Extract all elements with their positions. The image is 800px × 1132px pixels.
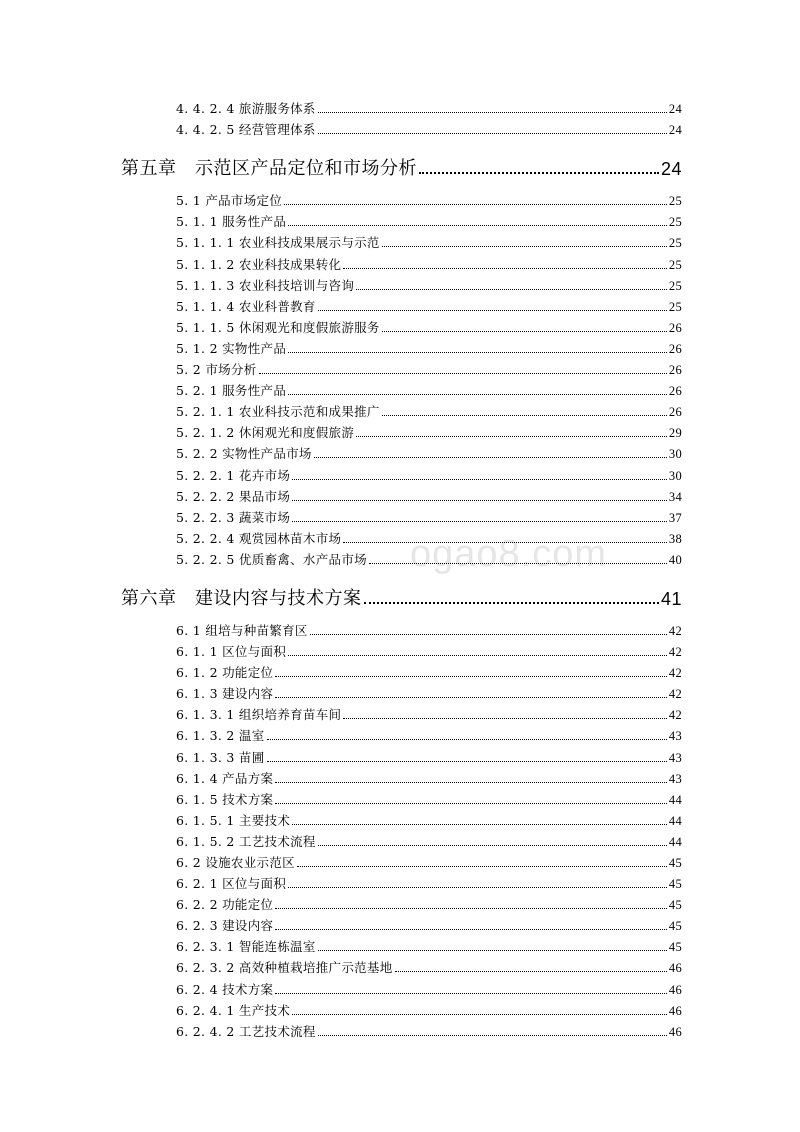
toc-entry[interactable] [0,526,682,547]
toc-page-number: 25 [668,299,682,314]
dot-leader [297,865,667,867]
toc-page-number: 42 [668,708,682,723]
dot-leader [288,351,667,353]
dot-leader [292,823,667,825]
toc-page-number: 24 [660,159,682,180]
toc-entry-title: 6. 2. 1 区位与面积 [176,876,287,892]
dot-leader [288,224,667,226]
toc-entry-title: 5. 2. 2. 3 蔬菜市场 [176,509,291,525]
toc-page-number: 37 [668,510,682,525]
toc-entry-title: 5. 2. 2. 1 花卉市场 [176,467,291,483]
toc-entry[interactable] [0,315,682,336]
dot-leader [292,478,667,480]
toc-entry[interactable] [0,723,682,744]
toc-entry[interactable] [0,378,682,399]
dot-leader [318,132,667,134]
toc-entry[interactable] [0,117,682,138]
toc-entry-title: 第六章 建设内容与技术方案 [121,587,362,609]
toc-page-number: 25 [668,257,682,272]
toc-entry-title: 6. 2. 4. 1 生产技术 [176,1002,291,1018]
dot-leader [288,654,667,656]
toc-entry-title: 5. 2. 2. 2 果品市场 [176,488,291,504]
dot-leader [292,499,667,501]
toc-page-number: 34 [668,489,682,504]
toc-entry-title: 5. 1. 1. 5 休闲观光和度假旅游服务 [176,319,380,335]
toc-page-number: 46 [668,1003,682,1018]
toc-page-number: 26 [668,341,682,356]
toc-page-number: 45 [668,940,682,955]
toc-page-number: 45 [668,898,682,913]
toc-entry-title: 6. 1. 4 产品方案 [176,770,274,786]
toc-page-number: 46 [668,961,682,976]
toc-entry-title: 6. 1. 3. 3 苗圃 [176,749,265,765]
toc-entry[interactable] [0,96,682,117]
toc-entry[interactable] [0,744,682,765]
toc-page-number: 42 [668,623,682,638]
toc-entry[interactable] [0,357,682,378]
toc-entry[interactable] [0,505,682,526]
toc-page-number: 41 [660,588,682,609]
toc-entry[interactable] [0,420,682,441]
toc-page-number: 42 [668,687,682,702]
toc-chapter-heading[interactable] [0,580,682,610]
toc-entry-title: 5. 2 市场分析 [176,362,257,378]
toc-page-number: 45 [668,919,682,934]
toc-entry[interactable] [0,976,682,997]
dot-leader [318,1034,667,1036]
toc-page-number: 25 [668,215,682,230]
toc-entry-title: 5. 2. 2 实物性产品市场 [176,446,312,462]
dot-leader [275,696,667,698]
toc-entry-title: 6. 2. 4. 2 工艺技术流程 [176,1023,316,1039]
toc-entry-title: 5. 2. 1. 2 休闲观光和度假旅游 [176,425,355,441]
toc-entry[interactable] [0,934,682,955]
dot-leader [395,970,667,972]
toc-entry-title: 6. 2 设施农业示范区 [176,855,295,870]
toc-entry[interactable] [0,251,682,272]
toc-entry[interactable] [0,230,682,251]
toc-entry-title: 6. 1. 3 建设内容 [176,686,274,702]
toc-page-number: 46 [668,982,682,997]
dot-leader [318,949,667,951]
toc-entry[interactable] [0,871,682,892]
toc-entry-title: 6. 2. 3. 1 智能连栋温室 [176,939,316,955]
toc-entry[interactable] [0,209,682,230]
toc-entry[interactable] [0,829,682,850]
dot-leader [267,760,667,762]
dot-leader [275,907,667,909]
toc-entry[interactable] [0,681,682,702]
toc-entry[interactable] [0,188,682,209]
toc-entry[interactable] [0,892,682,913]
dot-leader [284,203,667,205]
dot-leader [292,520,667,522]
toc-page-number: 45 [668,877,682,892]
dot-leader [288,393,667,395]
toc-page-number: 30 [668,468,682,483]
toc-entry[interactable] [0,913,682,934]
toc-entry[interactable] [0,1019,682,1040]
toc-entry-title: 4. 4. 2. 4 旅游服务体系 [176,101,316,117]
toc-page-number: 25 [668,194,682,209]
toc-page-number: 24 [668,123,682,138]
dot-leader [292,1013,667,1015]
dot-leader [314,456,667,458]
toc-page-number: 46 [668,1024,682,1039]
toc-entry-title: 6. 2. 3 建设内容 [176,918,274,934]
toc-page-number: 25 [668,278,682,293]
dot-leader [382,330,667,332]
toc-page-number: 40 [668,552,682,567]
toc-page-number: 30 [668,447,682,462]
toc-entry[interactable] [0,955,682,976]
toc-page-number: 26 [668,384,682,399]
toc-page-number: 26 [668,320,682,335]
table-of-contents [0,96,800,1040]
dot-leader [275,928,667,930]
toc-page-number: 25 [668,236,682,251]
toc-entry[interactable] [0,484,682,505]
toc-page-number: 45 [668,856,682,870]
toc-entry-title: 5. 1. 1. 2 农业科技成果转化 [176,256,342,272]
toc-page-number: 42 [668,666,682,681]
watermark: ogao8.com [410,533,608,575]
toc-entry[interactable] [0,808,682,829]
dot-leader [364,601,659,604]
dot-leader [267,738,667,740]
toc-entry-title: 6. 2. 4 技术方案 [176,981,274,997]
toc-entry-title: 6. 1 组培与种苗繁育区 [176,622,308,638]
toc-entry-title: 6. 1. 3. 2 温室 [176,728,265,744]
toc-entry-title: 6. 1. 1 区位与面积 [176,644,287,660]
toc-entry-title: 4. 4. 2. 5 经营管理体系 [176,122,316,138]
toc-page-number: 43 [668,729,682,744]
dot-leader [259,372,667,374]
dot-leader [288,886,667,888]
toc-entry[interactable] [0,702,682,723]
dot-leader [369,562,667,564]
toc-entry-title: 6. 1. 5 技术方案 [176,791,274,807]
toc-entry-title: 5. 2. 2. 4 观赏园林苗木市场 [176,530,342,546]
toc-page-number: 44 [668,834,682,849]
toc-entry[interactable] [0,294,682,315]
toc-entry-title: 5. 2. 1. 1 农业科技示范和成果推广 [176,404,380,420]
toc-entry-title: 6. 2. 2 功能定位 [176,897,274,913]
toc-page-number: 26 [668,363,682,378]
toc-entry[interactable] [0,660,682,681]
toc-page-number: 42 [668,645,682,660]
toc-page-number: 24 [668,102,682,117]
toc-entry-title: 6. 1. 3. 1 组织培养育苗车间 [176,707,342,723]
toc-page-number: 43 [668,771,682,786]
toc-entry[interactable] [0,273,682,294]
toc-page-number: 44 [668,813,682,828]
toc-entry[interactable] [0,850,682,871]
dot-leader [382,414,667,416]
toc-entry-title: 5. 2. 1 服务性产品 [176,383,287,399]
toc-entry[interactable] [0,462,682,483]
dot-leader [318,309,667,311]
dot-leader [318,844,667,846]
toc-entry-title: 5. 2. 2. 5 优质畜禽、水产品市场 [176,551,367,567]
dot-leader [275,781,667,783]
dot-leader [275,802,667,804]
toc-entry-title: 6. 1. 2 功能定位 [176,665,274,681]
toc-entry-title: 6. 1. 5. 2 工艺技术流程 [176,833,316,849]
dot-leader [275,675,667,677]
toc-chapter-heading[interactable] [0,150,682,180]
dot-leader [275,992,667,994]
dot-leader [343,267,667,269]
dot-leader [356,288,667,290]
dot-leader [318,111,667,113]
toc-entry-title: 5. 1 产品市场定位 [176,193,283,209]
toc-entry-title: 5. 1. 1 服务性产品 [176,214,287,230]
toc-entry-title: 5. 1. 2 实物性产品 [176,340,287,356]
toc-entry-title: 第五章 示范区产品定位和市场分析 [121,158,417,180]
toc-entry[interactable] [0,639,682,660]
dot-leader [419,171,659,174]
toc-entry[interactable] [0,998,682,1019]
toc-entry[interactable] [0,399,682,420]
dot-leader [310,633,667,635]
toc-entry-title: 6. 1. 5. 1 主要技术 [176,812,291,828]
toc-page-number: 44 [668,792,682,807]
toc-entry-title: 5. 1. 1. 4 农业科普教育 [176,298,316,314]
dot-leader [382,245,667,247]
toc-page-number: 43 [668,750,682,765]
dot-leader [343,541,667,543]
toc-entry-title: 5. 1. 1. 3 农业科技培训与咨询 [176,277,355,293]
toc-entry[interactable] [0,766,682,787]
toc-page-number: 29 [668,426,682,441]
toc-entry-title: 6. 2. 3. 2 高效种植栽培推广示范基地 [176,960,393,976]
dot-leader [343,717,667,719]
toc-entry-title: 5. 1. 1. 1 农业科技成果展示与示范 [176,235,380,251]
toc-entry[interactable] [0,441,682,462]
toc-entry[interactable] [0,336,682,357]
toc-entry[interactable] [0,618,682,639]
toc-entry[interactable] [0,787,682,808]
toc-entry[interactable] [0,547,682,568]
toc-page-number: 26 [668,405,682,420]
toc-page-number: 38 [668,531,682,546]
dot-leader [356,435,667,437]
